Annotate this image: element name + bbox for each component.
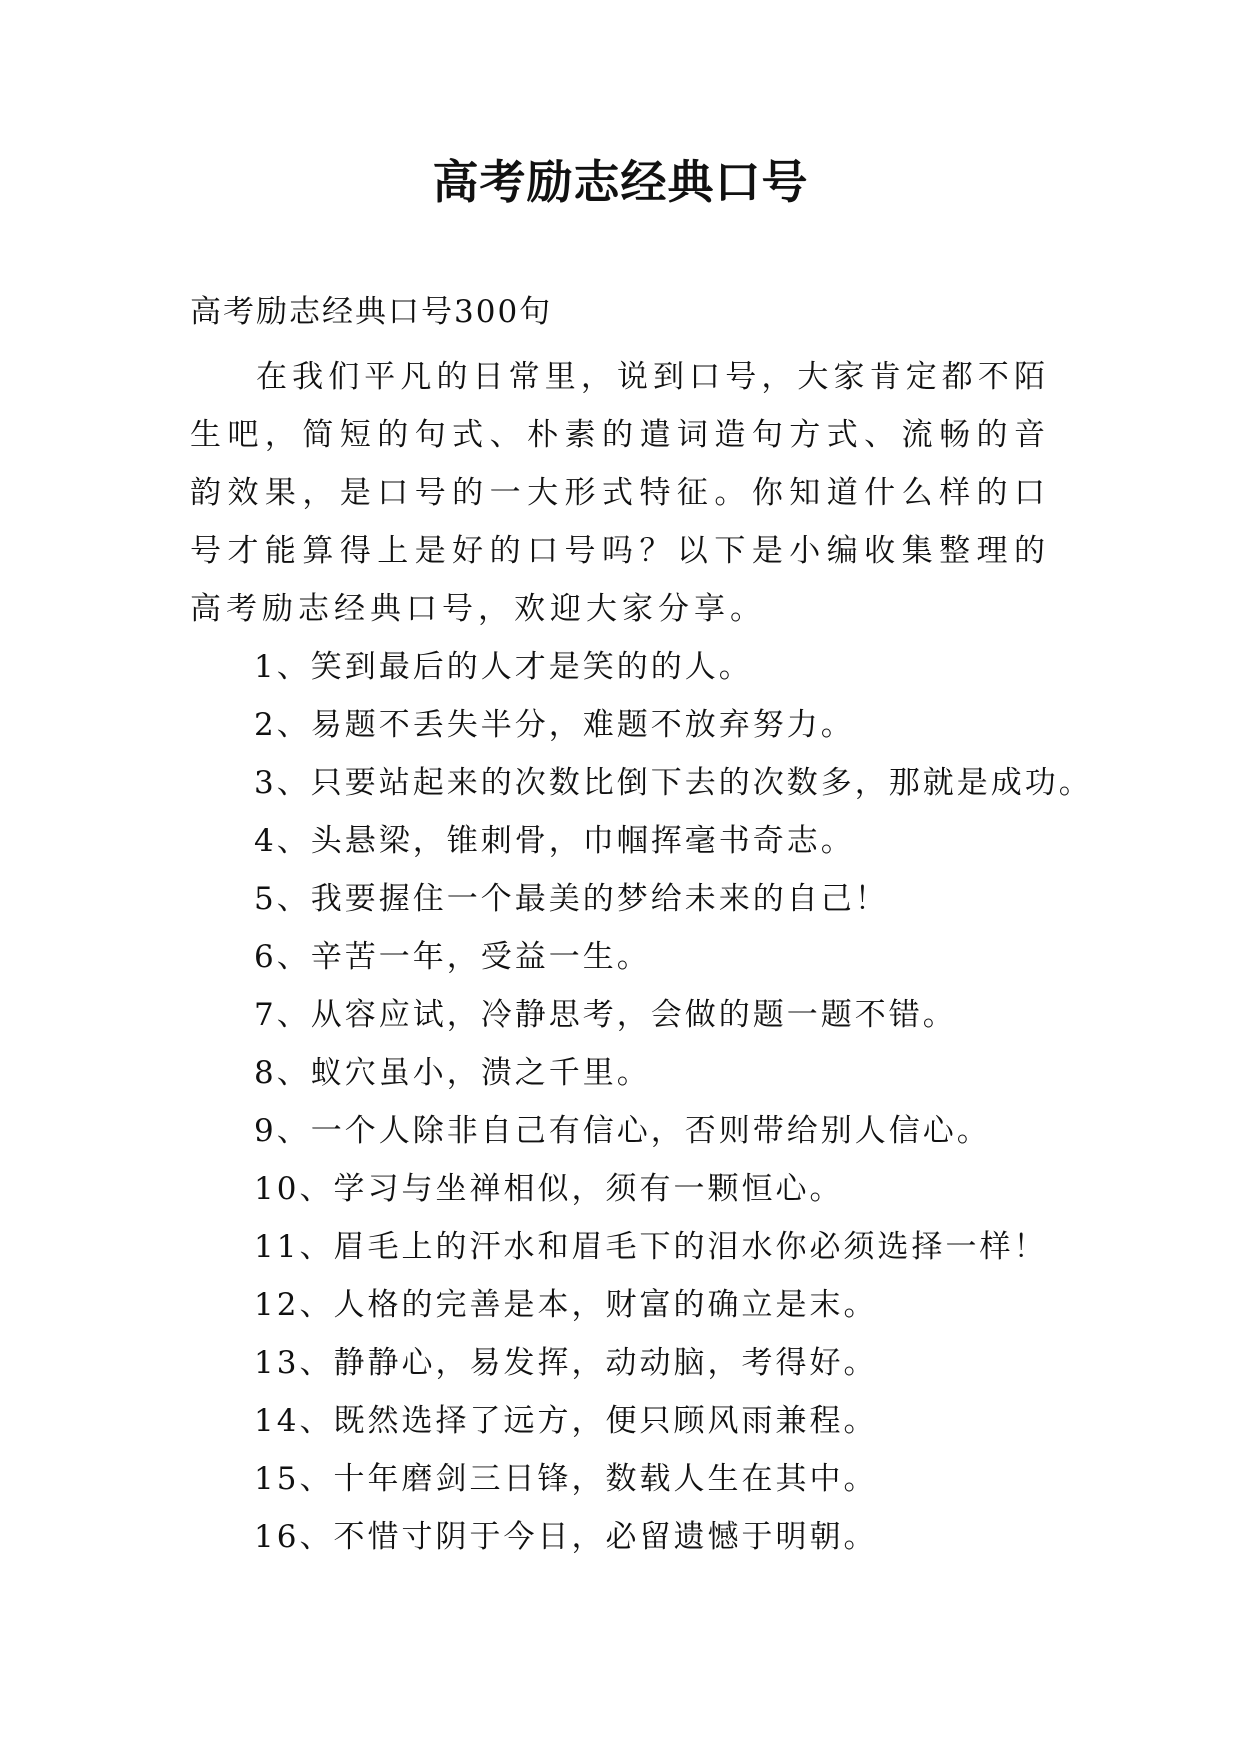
document-title: 高考励志经典口号	[432, 155, 809, 209]
list-item: 10、学习与坐禅相似，须有一颗恒心。	[254, 1171, 844, 1207]
list-item: 5、我要握住一个最美的梦给未来的自己！	[254, 881, 889, 917]
list-item: 11、眉毛上的汗水和眉毛下的泪水你必须选择一样！	[254, 1229, 1048, 1265]
list-item: 9、一个人除非自己有信心，否则带给别人信心。	[254, 1113, 991, 1149]
list-item: 13、静静心，易发挥，动动脑，考得好。	[254, 1345, 878, 1381]
list-item: 15、十年磨剑三日锋，数载人生在其中。	[254, 1461, 878, 1497]
intro-paragraph: 在我们平凡的日常里，说到口号，大家肯定都不陌生吧，简短的句式、朴素的遣词造句方式、流畅的音韵效果，是口号的一大形式特征。你知道什么样的口号才能算得上是好的口号吗？以下是小编收集整理的高考励志经典口号，欢迎大家分享。	[190, 359, 1050, 627]
document-subtitle: 高考励志经典口号300句	[190, 294, 553, 330]
list-item: 1、笑到最后的人才是笑的的人。	[254, 649, 753, 685]
slogan-list	[254, 638, 1093, 1566]
list-item: 16、不惜寸阴于今日，必留遗憾于明朝。	[254, 1519, 878, 1555]
list-item: 2、易题不丢失半分，难题不放弃努力。	[254, 707, 855, 743]
list-item: 7、从容应试，冷静思考，会做的题一题不错。	[254, 997, 957, 1033]
list-item: 12、人格的完善是本，财富的确立是末。	[254, 1287, 878, 1323]
list-item: 14、既然选择了远方，便只顾风雨兼程。	[254, 1403, 878, 1439]
list-item: 8、蚁穴虽小，溃之千里。	[254, 1055, 651, 1091]
list-item: 3、只要站起来的次数比倒下去的次数多，那就是成功。	[254, 765, 1093, 801]
list-item: 4、头悬梁，锥刺骨，巾帼挥毫书奇志。	[254, 823, 855, 859]
list-item: 6、辛苦一年，受益一生。	[254, 939, 651, 975]
